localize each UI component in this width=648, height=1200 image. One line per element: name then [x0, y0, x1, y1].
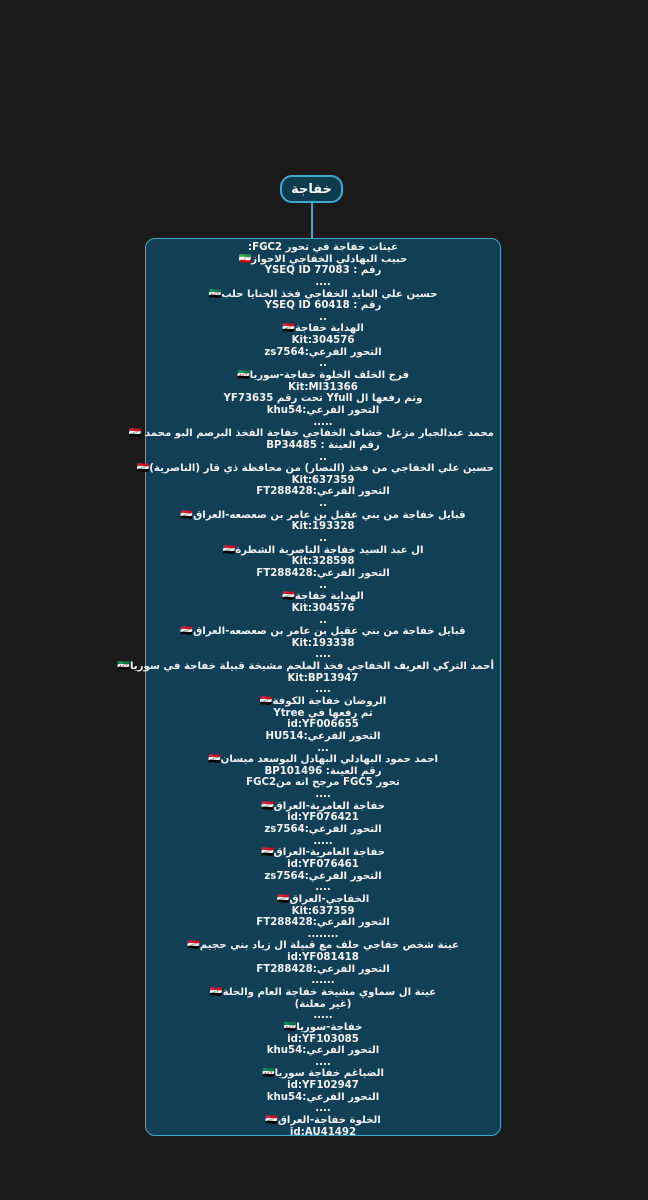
content-line: id:YF076461: [287, 858, 359, 870]
content-line: Kit:193338: [291, 637, 355, 649]
sample-list: [117, 242, 494, 1138]
content-line: رقم : YSEQ ID 77083: [264, 265, 382, 277]
content-line: وتم رفعها ال Yfull تحت رقم YF73635: [223, 393, 423, 405]
content-line: .....: [313, 1010, 333, 1022]
content-line: ........: [307, 928, 339, 940]
content-line: الروضان خفاجة الكوفة🇮🇶: [259, 695, 387, 707]
content-line: أحمد التركي العريف الخفاجي فخذ الملحم مشيخة قبيلة خفاجة في سوريا🇸🇾: [117, 661, 494, 673]
content-line: احمد حمود البهادلي البهادل البوسعد ميسان🇮🇶: [207, 754, 439, 766]
content-line: رقم العينة : BP34485: [266, 439, 380, 451]
content-line: عينة ال سماوي مشيخة خفاجة العام والحلة🇮🇶: [209, 987, 437, 998]
content-line: الخلوة خفاجة-العراق🇮🇶: [265, 1115, 381, 1127]
content-line: رقم العينة: BP101496: [264, 765, 382, 777]
content-line: التحور الفرعي:FT288428: [256, 917, 390, 929]
content-line: Kit:193328: [291, 521, 355, 533]
content-line: ....: [315, 684, 331, 696]
content-line: ....: [315, 882, 331, 894]
content-line: قبايل خفاجة من بني عقيل بن عامر بن صعصعه-العراق🇮🇶: [180, 626, 466, 638]
content-line: عينات خفاجة في تحور FGC2:: [248, 242, 398, 253]
content-line: id:YF006655: [287, 719, 359, 731]
content-line: ..: [319, 614, 327, 626]
content-line: ..: [319, 311, 327, 323]
content-line: id:YF102947: [287, 1080, 359, 1092]
content-line: حسين علي العايد الخفاجي فخذ الحنايا حلب🇸🇾: [208, 288, 438, 300]
content-line: التحور الفرعي:khu54: [266, 404, 380, 416]
content-line: .....: [313, 835, 333, 847]
content-line: الخفاجي-العراق🇮🇶: [276, 893, 370, 905]
content-line: الهداية خفاجة🇮🇶: [282, 591, 364, 603]
content-line: حسين علي الخفاجي من فخذ (النصار) من محافظة ذي قار (الناصرية)🇮🇶: [136, 463, 494, 475]
content-line: ....: [315, 276, 331, 288]
connector-line: [311, 203, 313, 238]
content-line: فرج الخلف الخلوة خفاجة-سوريا🇸🇾: [236, 370, 410, 382]
content-line: محمد عبدالجبار مزعل خشاف الخفاجي خفاجة الفخذ البرصم البو محمد 🇮🇶: [128, 428, 494, 440]
content-line: .....: [313, 416, 333, 428]
content-line: Kit:MI31366: [288, 381, 358, 393]
content-line: خفاجة العامرية-العراق🇮🇶: [260, 800, 386, 812]
content-line: Kit:BP13947: [287, 672, 359, 684]
content-line: قبايل خفاجة من بني عقيل بن عامر بن صعصعه-العراق🇮🇶: [180, 509, 466, 521]
content-line: ال عبد السيد خفاجة الناصرية الشطرة🇮🇶: [222, 544, 424, 556]
content-line: التحور الفرعي:khu54: [266, 1091, 380, 1103]
content-line: Kit:328598: [291, 556, 355, 568]
content-line: ..: [319, 451, 327, 463]
content-line: التحور الفرعي:FT288428: [256, 567, 390, 579]
content-line: ...: [317, 742, 329, 754]
content-line: الضياغم خفاجة سوريا🇸🇾: [261, 1068, 384, 1080]
content-line: التحور الفرعي:zs7564: [264, 824, 382, 836]
content-line: ..: [319, 533, 327, 545]
content-line: التحور الفرعي:zs7564: [264, 870, 382, 882]
content-line: Kit:304576: [291, 335, 355, 347]
content-line: عينة شخص خفاجي حلف مع قبيلة ال زياد بني حجيم🇮🇶: [187, 940, 459, 952]
content-line: تم رفعها في Ytree: [273, 707, 373, 719]
content-line: تحور FGC5 مرجح انه منFGC2: [246, 777, 400, 789]
content-line: خفاجة العامرية-العراق🇮🇶: [260, 847, 386, 859]
content-line: id:YF076421: [287, 812, 359, 824]
content-line: id:YF103085: [287, 1033, 359, 1045]
content-line: ....: [315, 1056, 331, 1068]
content-line: ....: [315, 649, 331, 661]
root-node[interactable]: [280, 175, 343, 203]
content-line: ....: [315, 1103, 331, 1115]
content-line: Kit:637359: [291, 474, 355, 486]
content-line: التحور الفرعي:zs7564: [264, 346, 382, 358]
content-line: التحور الفرعي:FT288428: [256, 486, 390, 498]
child-node-content[interactable]: [117, 238, 501, 1138]
content-line: رقم : YSEQ ID 60418: [264, 300, 382, 312]
content-line: Kit:304576: [291, 602, 355, 614]
content-line: التحور الفرعي:HU514: [265, 730, 381, 742]
content-line: Kit:637359: [291, 905, 355, 917]
root-node-label: خفاجة: [291, 181, 332, 197]
content-line: حبيب البهادلي الخفاجي الاحواز🇮🇷: [238, 253, 408, 265]
content-line: ..: [319, 579, 327, 591]
content-line: id:AU41492: [289, 1126, 357, 1138]
content-line: خفاجة-سوريا🇸🇾: [283, 1021, 363, 1033]
content-line: ......: [311, 975, 335, 987]
content-line: ..: [319, 358, 327, 370]
content-line: ....: [315, 789, 331, 801]
content-line: التحور الفرعي:khu54: [266, 1045, 380, 1057]
content-line: id:YF081418: [287, 952, 359, 964]
content-line: ..: [319, 498, 327, 510]
content-line: (غير معلنة): [294, 998, 352, 1010]
content-line: الهداية خفاجة🇮🇶: [282, 323, 364, 335]
content-line: التحور الفرعي:FT288428: [256, 963, 390, 975]
